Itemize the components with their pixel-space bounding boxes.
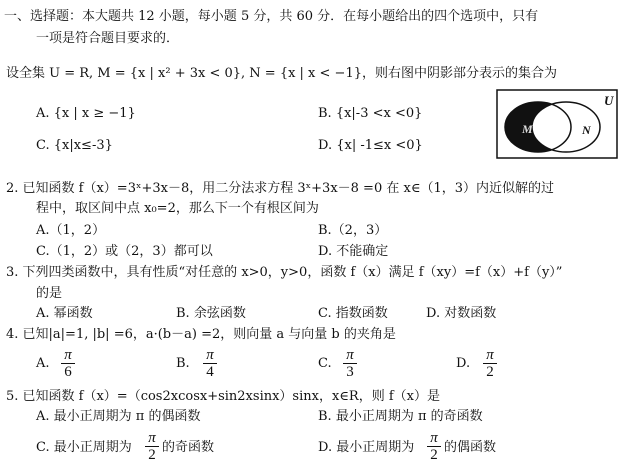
q4-option-d-label[interactable]: D.	[456, 356, 471, 371]
fraction-numerator: π	[346, 347, 354, 363]
fraction-denominator: 3	[346, 364, 354, 380]
q3-option-b[interactable]: B. 余弦函数	[176, 306, 246, 321]
fraction-denominator: 4	[206, 364, 214, 380]
q5-option-d-post[interactable]: 的偶函数	[444, 440, 497, 455]
q3-stem-line2: 的是	[36, 286, 63, 301]
q1-stem: 设全集 U = R, M = {x | x² + 3x < 0}, N = {x | x < −1}，则右图中阴影部分表示的集合为	[6, 66, 557, 81]
label-m: M	[522, 122, 533, 136]
fraction-numerator: π	[64, 347, 72, 363]
q5-option-a[interactable]: A. 最小正周期为 π 的偶函数	[36, 409, 201, 424]
q4-option-c-fraction[interactable]	[342, 347, 358, 380]
q1-option-d[interactable]: D. {x| -1≤x <0}	[318, 138, 423, 153]
q5-option-d-pre[interactable]: D. 最小正周期为	[318, 440, 415, 455]
q2-option-c[interactable]: C.（1，2）或（2，3）都可以	[36, 244, 213, 259]
q4-option-c-label[interactable]: C.	[318, 356, 332, 371]
q1-option-c[interactable]: C. {x|x≤-3}	[36, 138, 113, 153]
label-n: N	[582, 123, 591, 137]
q3-option-a[interactable]: A. 幂函数	[36, 306, 93, 321]
q4-option-b-label[interactable]: B.	[176, 356, 190, 371]
fraction-numerator: π	[486, 347, 494, 363]
q5-stem: 5. 已知函数 f（x）=（cos2xcosx+sin2xsinx）sinx，x∈R，则 f（x）是	[6, 389, 440, 404]
q3-option-c[interactable]: C. 指数函数	[318, 306, 388, 321]
q5-option-c-pre[interactable]: C. 最小正周期为	[36, 440, 132, 455]
q5-option-d-fraction[interactable]	[426, 430, 442, 463]
q1-option-b[interactable]: B. {x|-3 <x <0}	[318, 106, 423, 121]
section-heading-cont: 一项是符合题目要求的．	[36, 31, 180, 46]
q5-option-c-fraction[interactable]	[144, 430, 160, 463]
q3-stem-line1: 3. 下列四类函数中，具有性质“对任意的 x>0，y>0，函数 f（x）满足 f（xy）=f（x）+f（y）”	[6, 265, 563, 280]
q5-option-c-post[interactable]: 的奇函数	[162, 440, 215, 455]
q4-stem: 4. 已知|a|=1, |b| =6，a·(b－a) =2，则向量 a 与向量 b 的夹角是	[6, 327, 396, 342]
label-u: U	[604, 93, 614, 108]
fraction-numerator: π	[206, 347, 214, 363]
q4-option-a-label[interactable]: A.	[36, 356, 50, 371]
fraction-denominator: 2	[486, 364, 494, 380]
q2-stem-line1: 2. 已知函数 f（x）=3ˣ+3x－8，用二分法求方程 3ˣ+3x－8 =0 在 x∈（1，3）内近似解的过	[6, 181, 554, 196]
fraction-denominator: 2	[148, 447, 156, 463]
q2-option-a[interactable]: A.（1，2）	[36, 223, 106, 238]
q4-option-d-fraction[interactable]	[482, 347, 498, 380]
fraction-denominator: 2	[430, 447, 438, 463]
q2-option-b[interactable]: B.（2，3）	[318, 223, 388, 238]
q3-option-d[interactable]: D. 对数函数	[426, 306, 497, 321]
q4-option-b-fraction[interactable]	[202, 347, 218, 380]
q2-stem-line2: 程中，取区间中点 x₀=2，那么下一个有根区间为	[36, 201, 319, 216]
q4-option-a-fraction[interactable]	[60, 347, 76, 380]
q2-option-d[interactable]: D. 不能确定	[318, 244, 389, 259]
q1-option-a[interactable]: A. {x | x ≥ −1}	[36, 106, 136, 121]
fraction-denominator: 6	[64, 364, 72, 380]
q5-option-b[interactable]: B. 最小正周期为 π 的奇函数	[318, 409, 483, 424]
fraction-numerator: π	[430, 430, 438, 446]
section-heading: 一、选择题：本大题共 12 小题，每小题 5 分，共 60 分．在每小题给出的四个选项中，只有	[4, 9, 539, 24]
venn-diagram	[496, 89, 618, 159]
fraction-numerator: π	[148, 430, 156, 446]
